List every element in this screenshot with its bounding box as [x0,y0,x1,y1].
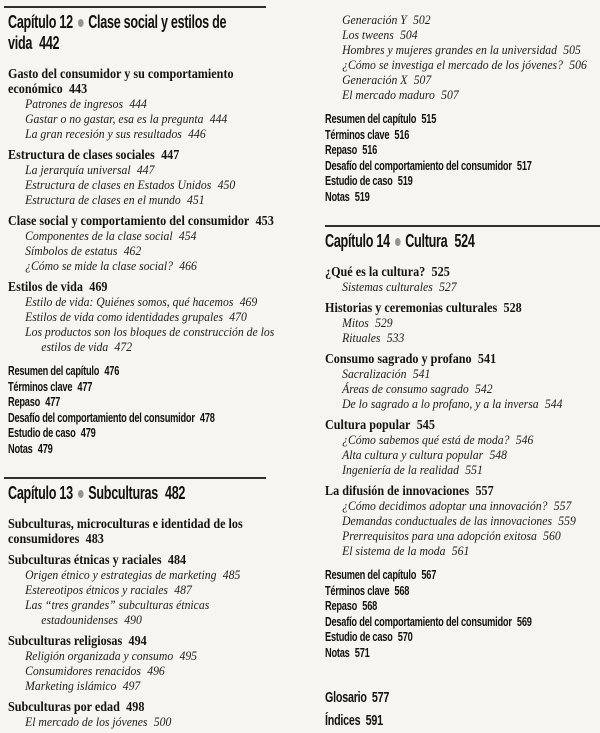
sub-entry-line [8,228,253,243]
chapter-number: Capítulo 14 [325,231,390,251]
section-title-line [8,699,253,714]
chapter-bullet-icon [78,19,84,27]
section-page: 494 [128,633,147,648]
column-right [325,6,600,733]
section-page: 469 [89,279,108,294]
endmatter-label: Repaso [8,395,41,409]
endmatter-label: Términos clave [8,379,73,394]
endmatter-entry [325,158,532,175]
sub-entry-line [325,447,573,462]
sub-title: Estilos de vida como identidades grupales [25,309,224,324]
sub-title: Componentes de la clase social [25,228,173,243]
endmatter-page: 479 [80,426,96,440]
endmatter-page: 516 [394,127,410,142]
sub-title: ¿Cómo se mide la clase social? [25,258,173,273]
endmatter-page: 478 [199,410,215,425]
backmatter-label: Glosario [325,690,367,706]
endmatter-page: 476 [104,364,120,378]
sub-page: 490 [124,612,142,627]
sub-page: 560 [543,528,561,543]
sub-page: 559 [558,513,576,528]
sub-title: Prerrequisitos para una adopción exitosa [342,528,537,543]
section-page: 453 [255,213,274,228]
section-page: 557 [475,483,494,498]
divider-rule [4,6,266,8]
section-title: Cultura popular [325,417,411,432]
sub-title: Generación X [342,72,408,87]
sub-title: Ingeniería de la realidad [342,462,459,477]
sub-page: 527 [439,279,457,294]
sub-entry-line [325,396,573,411]
chapter-page: 442 [39,33,60,53]
sub-page: 472 [114,339,133,354]
section-title-line [8,147,253,162]
sub-page: 469 [239,294,258,309]
section-page: 541 [477,351,497,366]
chapter-title: vida [8,33,33,53]
endmatter-entry [325,174,529,190]
endmatter-label: Resumen del capítulo [8,364,100,378]
sub-page: 557 [553,498,572,513]
sub-entry-line [8,678,253,693]
endmatter-entry [8,395,209,411]
endmatter-page: 519 [397,174,413,188]
section-entry [8,213,280,273]
section-title-line [8,279,253,294]
endmatter-page: 515 [421,112,437,126]
chapter-heading [325,231,600,252]
sub-page: 497 [122,678,141,693]
sub-title: Religión organizada y consumo [25,648,174,663]
sub-title: La gran recesión y sus resultados [25,126,182,141]
chapter-title: Cultura [405,231,448,251]
section-title: Subculturas, microculturas e identidad de los [8,516,243,531]
divider-block [325,225,600,227]
endmatter-entry [8,426,209,442]
endmatter-label: Términos clave [325,127,390,142]
sub-entry-line [325,528,573,543]
sub-title: Demandas conductuales de las innovaciones [342,513,553,528]
endmatter-entry [325,614,532,631]
section-page: 447 [161,147,180,162]
sub-entry-line [8,294,258,309]
sub-page: 454 [178,228,197,243]
section-title-line [8,213,274,228]
endmatter-label: Notas [325,645,350,660]
endmatter-label: Resumen del capítulo [325,112,417,126]
sub-title: Rituales [342,330,381,345]
sub-entry-line [8,567,253,582]
sub-page: 470 [229,309,247,324]
endmatter-label: Estudio de caso [325,174,393,188]
sub-entry-line [8,714,253,729]
endmatter-label: Desafío del comportamiento del consumidor [325,158,512,173]
sub-title: Estructura de clases en el mundo [25,192,181,207]
endmatter-page: 517 [516,158,532,173]
section-entry [325,483,600,558]
endmatter-entry [325,599,529,615]
section-entry [325,417,600,477]
endmatter-page: 568 [362,599,378,613]
sub-page: 444 [209,111,228,126]
endmatter-page: 477 [77,379,93,394]
section-title: Estructura de clases sociales [8,147,155,162]
sub-title: Patrones de ingresos [25,96,124,111]
section-continuation [325,12,600,102]
chapter-heading-line [8,483,198,504]
backmatter [325,687,600,733]
sub-page: 504 [400,27,418,42]
endmatter-page: 569 [516,614,532,629]
section-page: 545 [416,417,435,432]
endmatter-label: Estudio de caso [8,426,76,440]
sub-page: 541 [412,366,431,381]
sub-title: La jerarquía universal [25,162,131,177]
chapter-heading [8,12,280,54]
sub-entry-line [325,57,587,72]
section-title: La difusión de innovaciones [325,483,470,498]
sub-page: 533 [386,330,405,345]
chapter-heading [8,483,280,504]
sub-page: 451 [187,192,205,207]
divider-rule [4,477,266,479]
sub-page: 485 [222,567,241,582]
sub-entry-line [8,111,253,126]
sub-title: Las “tres grandes” subculturas étnicas [25,597,210,612]
sub-title: ¿Cómo decidimos adoptar una innovación? [342,498,548,513]
sub-entry-line [325,27,573,42]
sub-title: estilos de vida [41,339,109,354]
section-title: Subculturas étnicas y raciales [8,552,162,567]
section-title: Subculturas por edad [8,699,120,714]
sub-page: 462 [123,243,142,258]
sub-title: Mitos [342,315,369,330]
section-title-line [325,300,573,315]
sub-entry-line [8,309,253,324]
sub-title: Símbolos de estatus [25,243,118,258]
sub-entry-line [8,597,253,612]
sub-title: Estereotipos étnicos y raciales [25,582,168,597]
chapter-endmatter [325,568,600,661]
sub-entry-line [325,12,573,27]
endmatter-label: Notas [8,441,33,456]
sub-page: 551 [465,462,483,477]
section-entry [8,66,280,141]
endmatter-page: 570 [397,630,413,644]
sub-entry-line [8,648,253,663]
section-title-line [8,552,253,567]
divider-rule [325,225,600,227]
section-title-line [8,633,253,648]
section-entry [325,264,600,294]
section-title: consumidores [8,531,80,546]
sub-title: Marketing islámico [25,678,117,693]
section-title: Clase social y comportamiento del consumidor [8,213,250,228]
chapter-title: Clase social y estilos de [88,12,227,32]
sub-entry-line [325,543,573,558]
sub-page: 542 [475,381,493,396]
endmatter-entry [325,646,529,662]
section-title-line [325,351,573,366]
sub-page: 561 [451,543,470,558]
endmatter-entry [325,568,529,584]
section-entry [8,552,280,627]
sub-title: Origen étnico y estrategias de marketing [25,567,217,582]
sub-entry-line [8,243,253,258]
section-page: 443 [68,81,88,96]
sub-entry-line [8,339,253,354]
sub-title: Gastar o no gastar, esa es la pregunta [25,111,204,126]
endmatter-entry [325,128,529,144]
chapter-page: 524 [454,231,475,251]
sub-title: ¿Cómo se investiga el mercado de los jóvenes? [342,57,563,72]
sub-entry-line [8,126,253,141]
endmatter-page: 516 [362,143,378,157]
sub-title: Sacralización [342,366,407,381]
sub-title: Alta cultura y cultura popular [342,447,484,462]
sub-title: Sistemas culturales [342,279,433,294]
sub-entry-line [8,612,253,627]
sub-title: Los productos son los bloques de construcción de los [25,324,275,339]
section-title-line [8,531,253,546]
sub-entry-line [325,513,576,528]
chapter-title: Subculturas [88,483,158,503]
section-page: 498 [126,699,145,714]
section-title-line [325,417,573,432]
section-title-line [8,81,253,96]
sub-entry-line [8,663,253,678]
divider-block [8,477,280,479]
sub-page: 548 [489,447,507,462]
endmatter-label: Estudio de caso [325,630,393,644]
endmatter-label: Notas [325,189,350,204]
sub-page: 502 [413,12,431,27]
sub-entry-line [325,330,573,345]
sub-page: 506 [569,57,587,72]
endmatter-page: 568 [394,583,410,598]
sub-title: Hombres y mujeres grandes en la universidad [342,42,558,57]
backmatter-page: 577 [371,690,390,706]
sub-entry-line [8,324,275,339]
chapter-heading-line [8,12,227,33]
sub-page: 505 [563,42,581,57]
chapter-endmatter [325,112,600,205]
backmatter-page: 591 [365,713,383,729]
sub-title: Consumidores renacidos [25,663,141,678]
chapter-bullet-icon [395,238,401,246]
endmatter-entry [8,410,215,427]
sub-page: 444 [129,96,147,111]
divider-block [8,6,280,8]
sub-entry-line [325,381,573,396]
endmatter-entry [325,112,529,128]
sub-page: 447 [136,162,155,177]
endmatter-label: Desafío del comportamiento del consumidor [325,614,512,629]
section-entry [8,633,280,693]
sub-page: 446 [188,126,206,141]
sub-title: Estructura de clases en Estados Unidos [25,177,212,192]
section-entry [325,300,600,345]
chapter-number: Capítulo 13 [8,483,73,503]
endmatter-entry [325,584,529,600]
endmatter-page: 519 [354,189,370,204]
chapter-heading-line [325,231,518,252]
sub-entry-line [325,498,573,513]
sub-entry-line [8,162,253,177]
sub-entry-line [325,315,573,330]
section-title: económico [8,81,63,96]
sub-entry-line [325,432,573,447]
backmatter-label: Índices [325,713,361,729]
sub-entry-line [325,366,573,381]
sub-page: 500 [153,714,172,729]
section-title: Historias y ceremonias culturales [325,300,498,315]
sub-page: 507 [413,72,432,87]
chapter-heading-line [8,33,198,54]
sub-entry-line [325,42,581,57]
endmatter-entry [8,442,209,458]
endmatter-label: Resumen del capítulo [325,568,417,582]
chapter-endmatter [8,364,280,457]
endmatter-entry [325,143,529,159]
sub-page: 495 [179,648,198,663]
endmatter-label: Desafío del comportamiento del consumidor [8,410,195,425]
section-page: 484 [167,552,187,567]
section-page: 483 [85,531,104,546]
sub-page: 529 [375,315,393,330]
section-entry [8,279,280,354]
section-entry [8,699,280,729]
sub-title: ¿Cómo sabemos qué está de moda? [342,432,510,447]
section-title: Consumo sagrado y profano [325,351,472,366]
sub-title: Áreas de consumo sagrado [342,381,469,396]
backmatter-entry [325,710,529,733]
sub-entry-line [325,279,573,294]
column-left [8,6,280,733]
sub-page: 466 [179,258,197,273]
section-title: Subculturas religiosas [8,633,123,648]
sub-title: El sistema de la moda [342,543,446,558]
sub-entry-line [325,462,573,477]
sub-entry-line [8,177,253,192]
section-entry [8,147,280,207]
sub-title: Generación Y [342,12,407,27]
sub-page: 496 [147,663,165,678]
sub-page: 544 [544,396,563,411]
sub-title: El mercado de los jóvenes [25,714,148,729]
sub-entry-line [8,192,253,207]
sub-title: estadounidenses [41,612,118,627]
endmatter-entry [325,190,529,206]
endmatter-label: Términos clave [325,583,390,598]
sub-title: El mercado maduro [342,87,435,102]
sub-entry-line [8,582,253,597]
section-page: 525 [431,264,450,279]
section-title: ¿Qué es la cultura? [325,264,426,279]
endmatter-page: 479 [37,441,53,456]
sub-title: De lo sagrado a lo profano, y a la inversa [342,396,539,411]
endmatter-label: Repaso [325,599,358,613]
sub-entry-line [325,72,573,87]
sub-page: 546 [515,432,534,447]
sub-entry-line [325,87,573,102]
endmatter-entry [8,380,209,396]
endmatter-entry [325,630,529,646]
chapter-number: Capítulo 12 [8,12,73,32]
section-title-line [8,66,253,81]
endmatter-page: 567 [421,568,437,582]
sub-entry-line [8,96,253,111]
section-title-line [325,483,573,498]
section-entry [325,351,600,411]
section-title-line [8,516,253,531]
chapter-page: 482 [164,483,186,503]
endmatter-page: 571 [354,645,370,660]
chapter-bullet-icon [78,490,84,498]
sub-title: Los tweens [342,27,394,42]
section-title-line [325,264,573,279]
section-title: Gasto del consumidor y su comportamiento [8,66,234,81]
endmatter-label: Repaso [325,143,358,157]
section-entry [8,516,280,546]
section-title: Estilos de vida [8,279,83,294]
sub-title: Estilo de vida: Quiénes somos, qué hacemos [25,294,234,309]
section-page: 528 [503,300,522,315]
endmatter-entry [8,364,209,380]
sub-page: 507 [441,87,459,102]
sub-entry-line [8,258,253,273]
sub-page: 450 [217,177,236,192]
endmatter-page: 477 [45,395,61,409]
backmatter-entry [325,687,529,710]
sub-page: 487 [174,582,192,597]
